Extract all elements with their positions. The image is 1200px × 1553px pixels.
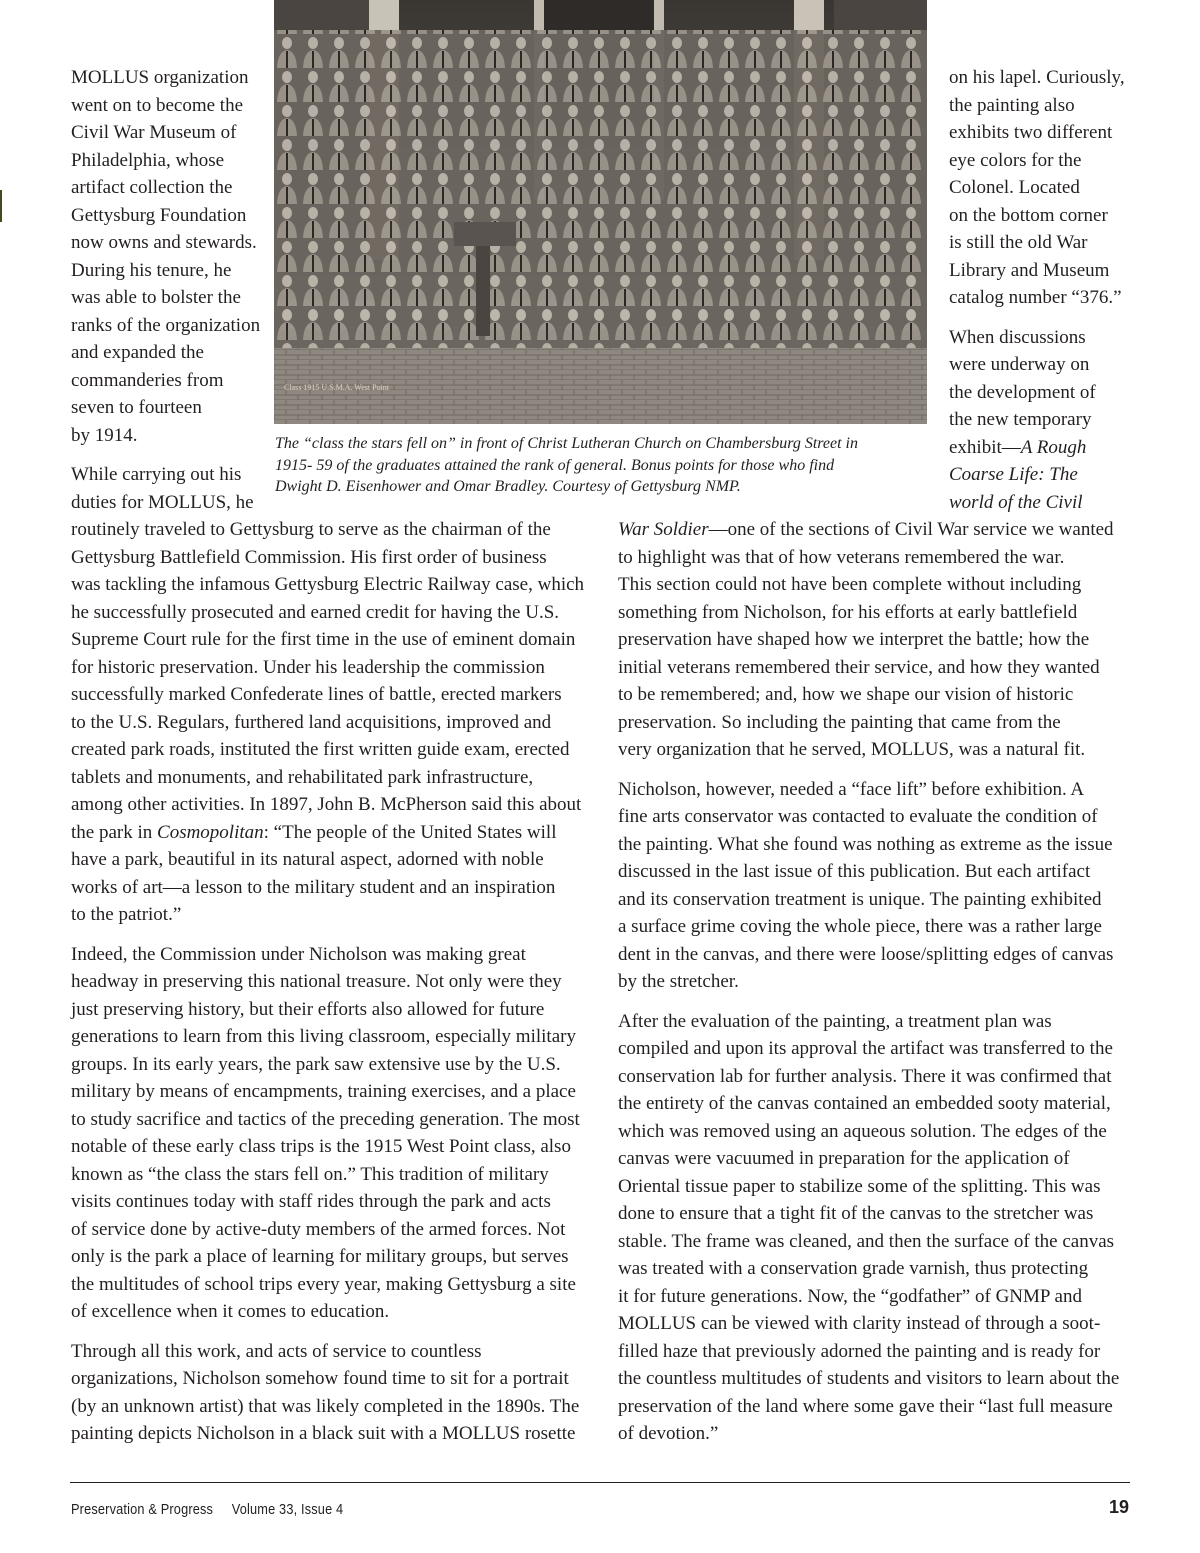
text-line: the countless multitudes of students and visitors to learn about the (618, 1368, 1120, 1389)
text-line: the park in (71, 821, 158, 843)
text-line: went on to become the (71, 94, 244, 116)
text-line: Oriental tissue paper to stabilize some of the splitting. This was (618, 1175, 1101, 1197)
text-line: the entirety of the canvas contained an embedded sooty material, (618, 1093, 1111, 1114)
caption-line: 1915- 59 of the graduates attained the rank of general. Bonus points for those who find (275, 456, 835, 474)
text-line: and expanded the (71, 342, 204, 363)
text-line: something from Nicholson, for his efforts at early battlefield (618, 601, 1078, 623)
text-line: Gettysburg Battlefield Commission. His first order of business (71, 546, 547, 568)
text-line: and its conservation treatment is unique. The painting exhibited (618, 888, 1102, 910)
paragraph (71, 516, 591, 929)
text-line: was tackling the infamous Gettysburg Electric Railway case, which (71, 574, 585, 595)
text-line: organizations, Nicholson somehow found time to sit for a portrait (71, 1368, 569, 1389)
text-line: was able to bolster the (71, 287, 241, 308)
text-line: duties for MOLLUS, he (71, 491, 254, 513)
text-line: —one of the sections of Civil War service we wanted (708, 519, 1114, 540)
text-line: created park roads, instituted the first written guide exam, erected (71, 739, 570, 760)
text-line: preservation of the land where some gave their “last full measure (618, 1395, 1113, 1417)
text-line: on the bottom corner (949, 204, 1108, 226)
text-line: painting depicts Nicholson in a black suit with a MOLLUS rosette (71, 1423, 576, 1444)
text-line: very organization that he served, MOLLUS, was a natural fit. (618, 739, 1086, 760)
right-main-column (618, 516, 1143, 1448)
text-line: to be remembered; and, how we shape our vision of historic (618, 684, 1074, 705)
text-line: (by an unknown artist) that was likely completed in the 1890s. The (71, 1395, 580, 1417)
margin-mark (0, 190, 2, 222)
text-line: headway in preserving this national treasure. Not only were they (71, 971, 562, 992)
text-line: the development of (949, 381, 1096, 403)
text-line: conservation lab for further analysis. There it was confirmed that (618, 1065, 1112, 1087)
text-line: now owns and stewards. (71, 232, 257, 253)
text-line: of devotion.” (618, 1423, 719, 1444)
text-line: groups. In its early years, the park saw extensive use by the U.S. (71, 1053, 561, 1075)
text-line: the multitudes of school trips every year, making Gettysburg a site (71, 1273, 576, 1295)
paragraph (618, 516, 1143, 764)
text-line: the new temporary (949, 409, 1092, 430)
text-line: the painting also (949, 94, 1075, 116)
exhibit-title: world of the Civil (949, 491, 1083, 513)
publication-name: Preservation & Progress (71, 1501, 214, 1518)
left-narrow-column (71, 64, 271, 516)
text-line: to the patriot.” (71, 904, 182, 925)
text-line: on his lapel. Curiously, (949, 67, 1125, 88)
text-line: was treated with a conservation grade varnish, thus protecting (618, 1258, 1089, 1279)
text-line: the painting. What she found was nothing as extreme as the issue (618, 833, 1113, 855)
text-line: visits continues today with staff rides through the park and acts (71, 1191, 551, 1212)
text-line: initial veterans remembered their service, and how they wanted (618, 656, 1100, 678)
text-line: Civil War Museum of (71, 122, 237, 143)
text-line: works of art—a lesson to the military student and an inspiration (71, 876, 556, 898)
text-line: During his tenure, he (71, 259, 232, 281)
paragraph (618, 1008, 1143, 1448)
footer-rule (70, 1482, 1130, 1483)
text-line: he successfully prosecuted and earned credit for having the U.S. (71, 601, 560, 623)
text-line: only is the park a place of learning for military groups, but serves (71, 1246, 569, 1267)
magazine-title: Cosmopolitan (157, 821, 264, 843)
text-line: commanderies from (71, 369, 224, 391)
text-line: exhibit— (949, 436, 1021, 458)
text-line: have a park, beautiful in its natural aspect, adorned with noble (71, 849, 544, 870)
text-line: When discussions (949, 326, 1086, 348)
text-line: Philadelphia, whose (71, 149, 225, 171)
text-line: catalog number “376.” (949, 287, 1122, 308)
group-photo (274, 0, 927, 424)
exhibit-title: War Soldier (618, 519, 709, 540)
text-line: After the evaluation of the painting, a treatment plan was (618, 1010, 1052, 1032)
issue-label: Volume 33, Issue 4 (231, 1501, 344, 1518)
exhibit-title: A Rough (1020, 436, 1087, 458)
text-line: Nicholson, however, needed a “face lift” before exhibition. A (618, 778, 1085, 800)
text-line: canvas were vacuumed in preparation for the application of (618, 1148, 1070, 1169)
text-line: This section could not have been complete without including (618, 574, 1082, 595)
text-line: Through all this work, and acts of service to countless (71, 1340, 482, 1362)
text-line: artifact collection the (71, 177, 233, 198)
text-line: known as “the class the stars fell on.” This tradition of military (71, 1163, 549, 1185)
text-line: of service done by active-duty members of the armed forces. Not (71, 1218, 566, 1240)
text-line: fine arts conservator was contacted to evaluate the condition of (618, 806, 1098, 827)
text-line: filled haze that previously adorned the painting and is ready for (618, 1340, 1101, 1362)
text-line: it for future generations. Now, the “godfather” of GNMP and (618, 1285, 1082, 1307)
text-line: which was removed using an aqueous solution. The edges of the (618, 1120, 1107, 1142)
text-line: exhibits two different (949, 122, 1113, 143)
paragraph (949, 324, 1149, 517)
text-line: stable. The frame was cleaned, and then the surface of the canvas (618, 1230, 1115, 1252)
text-line: dent in the canvas, and there were loose/splitting edges of canvas (618, 943, 1114, 965)
text-line: military by means of encampments, training exercises, and a place (71, 1081, 576, 1102)
paragraph (618, 776, 1143, 996)
text-line: a surface grime coving the whole piece, there was a rather large (618, 916, 1102, 937)
text-line: done to ensure that a tight fit of the canvas to the stretcher was (618, 1203, 1094, 1224)
text-line: to study sacrifice and tactics of the preceding generation. The most (71, 1108, 580, 1130)
text-line: just preserving history, but their efforts also allowed for future (71, 998, 545, 1020)
svg-text:Class 1915 U.S.M.A. West Point: Class 1915 U.S.M.A. West Point (284, 383, 389, 392)
text-line: Indeed, the Commission under Nicholson was making great (71, 943, 526, 965)
footer-publication (71, 1496, 343, 1524)
text-line: routinely traveled to Gettysburg to serve as the chairman of the (71, 519, 551, 540)
text-line: Library and Museum (949, 259, 1110, 281)
text-line: While carrying out his (71, 464, 242, 485)
right-narrow-column (949, 64, 1149, 516)
text-line: is still the old War (949, 232, 1088, 253)
paragraph (71, 461, 271, 516)
text-line: compiled and upon its approval the artifact was transferred to the (618, 1038, 1113, 1059)
photo-caption (275, 433, 915, 498)
text-line: of excellence when it comes to education. (71, 1301, 390, 1322)
text-line: Gettysburg Foundation (71, 204, 247, 226)
text-line: to the U.S. Regulars, furthered land acquisitions, improved and (71, 711, 552, 733)
text-line: seven to fourteen (71, 397, 202, 418)
text-line: Supreme Court rule for the first time in the use of eminent domain (71, 629, 576, 650)
text-line: discussed in the last issue of this publication. But each artifact (618, 861, 1091, 882)
text-line: for historic preservation. Under his leadership the commission (71, 656, 545, 678)
text-line: MOLLUS organization (71, 67, 249, 88)
paragraph (71, 64, 271, 449)
text-line: preservation have shaped how we interpret the battle; how the (618, 629, 1090, 650)
text-line: successfully marked Confederate lines of battle, erected markers (71, 684, 562, 705)
exhibit-title: Coarse Life: The (949, 464, 1078, 485)
text-line: to highlight was that of how veterans remembered the war. (618, 546, 1065, 568)
paragraph (71, 1338, 591, 1448)
text-line: by the stretcher. (618, 971, 739, 992)
paragraph (71, 941, 591, 1326)
text-line: preservation. So including the painting that came from the (618, 711, 1061, 733)
caption-line: Dwight D. Eisenhower and Omar Bradley. Courtesy of Gettysburg NMP. (275, 478, 741, 495)
text-line: tablets and monuments, and rehabilitated park infrastructure, (71, 766, 534, 788)
left-main-column (71, 516, 591, 1448)
group-photo-icon (274, 0, 927, 424)
caption-line: The “class the stars fell on” in front of Christ Lutheran Church on Chambersburg Street in (275, 435, 858, 452)
text-line: MOLLUS can be viewed with clarity instead of through a soot- (618, 1313, 1101, 1334)
text-line: eye colors for the (949, 149, 1082, 171)
text-line: among other activities. In 1897, John B. McPherson said this about (71, 794, 582, 815)
text-line: by 1914. (71, 424, 138, 446)
text-line: notable of these early class trips is the 1915 West Point class, also (71, 1136, 571, 1157)
text-line: : “The people of the United States will (263, 821, 557, 843)
text-line: generations to learn from this living classroom, especially military (71, 1026, 576, 1047)
page-number: 19 (1108, 1497, 1129, 1517)
text-line: Colonel. Located (949, 177, 1080, 198)
text-line: were underway on (949, 354, 1090, 375)
paragraph (949, 64, 1149, 312)
text-line: ranks of the organization (71, 314, 261, 336)
